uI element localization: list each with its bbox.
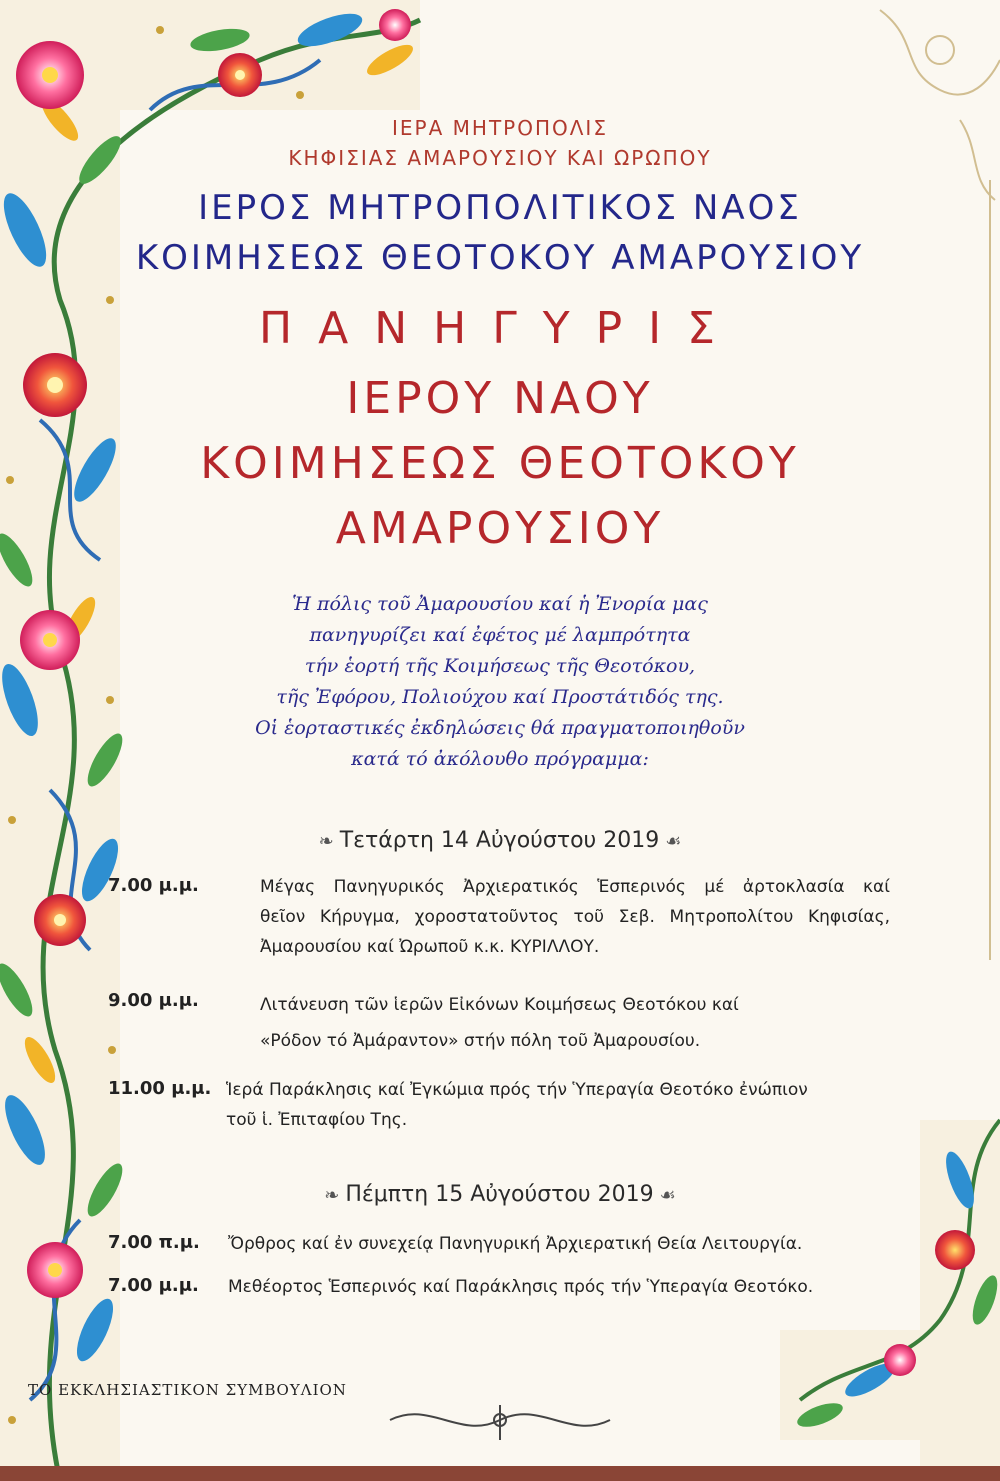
intro-line: τῆς Ἐφόρου, Πολιούχου καί Προστάτιδός της.: [276, 686, 724, 708]
bottom-border-band: [0, 1466, 1000, 1481]
event-time: 11.00 μ.μ.: [108, 1078, 212, 1099]
day-heading: [0, 828, 1000, 853]
intro-paragraph: [0, 589, 1000, 775]
festival-subtitle-line2: ΚΟΙΜΗΣΕΩΣ ΘΕΟΤΟΚΟΥ: [200, 438, 800, 489]
intro-line: Οἱ ἑορταστικές ἐκδηλώσεις θά πραγματοποιηθοῦν: [255, 717, 745, 739]
festival-title: ΠΑΝΗΓΥΡΙΣ: [259, 303, 741, 354]
event-line: «Ρόδον τό Ἀμάραντον» στήν πόλη τοῦ Ἀμαρουσίου.: [260, 1031, 701, 1051]
event-line: Μέγας Πανηγυρικός Ἀρχιερατικός Ἑσπερινός μέ ἀρτοκλασία καί: [260, 877, 890, 897]
council-signature: ΤΟ ΕΚΚΛΗΣΙΑΣΤΙΚΟΝ ΣΥΜΒΟΥΛΙΟΝ: [28, 1381, 347, 1399]
metropolis-name: ΙΕΡΑ ΜΗΤΡΟΠΟΛΙΣ: [392, 116, 608, 140]
event-time: 7.00 μ.μ.: [108, 875, 199, 896]
intro-line: τήν ἑορτή τῆς Κοιμήσεως τῆς Θεοτόκου,: [304, 655, 696, 677]
event-line: τοῦ ἱ. Ἐπιταφίου Της.: [226, 1110, 408, 1130]
event-line: Λιτάνευση τῶν ἱερῶν Εἰκόνων Κοιμήσεως Θεοτόκου καί: [260, 995, 739, 1015]
event-time: 7.00 π.μ.: [108, 1232, 200, 1253]
event-description: [228, 1229, 908, 1259]
ornament-right-icon: ☙: [659, 1185, 676, 1206]
intro-line: κατά τό ἀκόλουθο πρόγραμμα:: [351, 748, 649, 770]
event-line: Μεθέορτος Ἑσπερινός καί Παράκλησις πρός τήν Ὑπεραγία Θεοτόκο.: [228, 1277, 814, 1297]
festival-subtitle-line1: ΙΕΡΟΥ ΝΑΟΥ: [346, 373, 654, 424]
event-line: Ὄρθρος καί ἐν συνεχείᾳ Πανηγυρική Ἀρχιερατική Θεία Λειτουργία.: [228, 1234, 803, 1254]
church-name-line2: ΚΟΙΜΗΣΕΩΣ ΘΕΟΤΟΚΟΥ ΑΜΑΡΟΥΣΙΟΥ: [135, 238, 865, 278]
ornament-left-icon: ❧: [318, 831, 334, 852]
day-heading: [0, 1182, 1000, 1207]
day-title: Τετάρτη 14 Αὐγούστου 2019: [339, 828, 660, 853]
day-title: Πέμπτη 15 Αὐγούστου 2019: [345, 1182, 654, 1207]
event-description: [260, 987, 890, 1059]
event-description: [228, 1272, 908, 1302]
event-line: θεῖον Κήρυγμα, χοροστατοῦντος τοῦ Σεβ. Μητροπολίτου Κηφισίας,: [260, 907, 890, 927]
event-time: 9.00 μ.μ.: [108, 990, 199, 1011]
church-name-line1: ΙΕΡΟΣ ΜΗΤΡΟΠΟΛΙΤΙΚΟΣ ΝΑΟΣ: [198, 188, 802, 228]
event-line: Ἀμαρουσίου καί Ὠρωποῦ κ.κ. ΚΥΡΙΛΛΟΥ.: [260, 937, 600, 957]
event-description: [226, 1075, 908, 1135]
ornament-left-icon: ❧: [324, 1185, 340, 1206]
event-description: [260, 872, 890, 962]
event-time: 7.00 μ.μ.: [108, 1275, 199, 1296]
ornament-right-icon: ☙: [665, 831, 682, 852]
intro-line: πανηγυρίζει καί ἐφέτος μέ λαμπρότητα: [309, 624, 691, 646]
metropolis-region: ΚΗΦΙΣΙΑΣ ΑΜΑΡΟΥΣΙΟΥ ΚΑΙ ΩΡΩΠΟΥ: [288, 146, 712, 170]
festival-subtitle-line3: ΑΜΑΡΟΥΣΙΟΥ: [335, 503, 665, 554]
intro-line: Ἡ πόλις τοῦ Ἀμαρουσίου καί ἡ Ἐνορία μας: [292, 593, 708, 615]
event-line: Ἱερά Παράκλησις καί Ἐγκώμια πρός τήν Ὑπεραγία Θεοτόκο ἐνώπιον: [226, 1080, 808, 1100]
